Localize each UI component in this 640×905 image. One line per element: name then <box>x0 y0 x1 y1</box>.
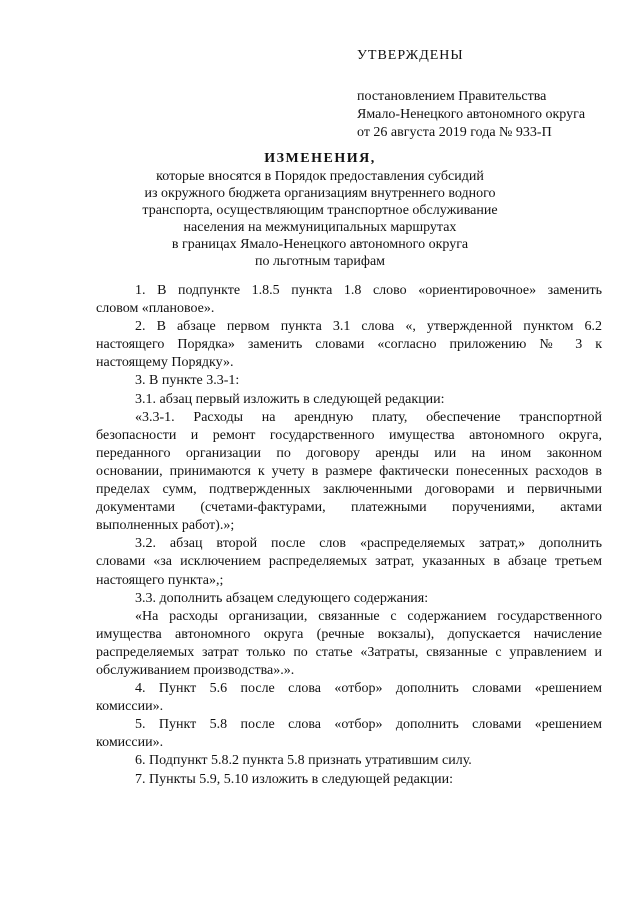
title-line: из окружного бюджета организациям внутреннего водного <box>144 186 496 201</box>
paragraph <box>96 318 602 372</box>
title-line: населения на межмуниципальных маршрутах <box>183 220 457 235</box>
paragraph-line: комиссии». <box>96 735 164 751</box>
approval-line: постановлением Правительства <box>357 89 547 104</box>
paragraph-line: словами «за исключением распределяемых затрат, указанных в абзаце третьем <box>96 554 602 570</box>
approval-line: от 26 августа 2019 года № 933-П <box>357 125 552 140</box>
title-main: ИЗМЕНЕНИЯ, <box>264 151 376 166</box>
paragraph <box>96 771 602 789</box>
paragraph <box>96 752 602 770</box>
paragraph <box>96 590 602 608</box>
paragraph-line: 3. В пункте 3.3-1: <box>135 373 240 389</box>
paragraph <box>96 608 602 680</box>
paragraph-line: документами (счетами-фактурами, платежными поручениями, актами <box>96 500 602 516</box>
paragraph-line: «3.3-1. Расходы на арендную плату, обеспечение транспортной <box>135 409 602 425</box>
document-title <box>0 150 640 270</box>
paragraph <box>96 535 602 589</box>
paragraph-line: 3.3. дополнить абзацем следующего содержания: <box>135 590 429 606</box>
title-line: транспорта, осуществляющим транспортное обслуживание <box>142 203 498 218</box>
paragraph-line: безопасности и ремонт государственного имущества автономного округа, <box>96 427 602 443</box>
paragraph-line: основании, принимаются к учету в размере фактически понесенных расходов в <box>96 463 602 479</box>
paragraph <box>96 409 602 536</box>
paragraph-line: 3.1. абзац первый изложить в следующей редакции: <box>135 391 445 407</box>
paragraph-line: обслуживанием производства».». <box>96 662 295 678</box>
paragraph-line: пределах сумм, подтвержденных заключенными договорами и первичными <box>96 482 602 498</box>
paragraph-line: 7. Пункты 5.9, 5.10 изложить в следующей редакции: <box>135 771 454 787</box>
paragraph <box>96 282 602 318</box>
paragraph-line: комиссии». <box>96 699 164 715</box>
paragraph-line: переданного организации по договору аренды или на ином законном <box>96 445 602 461</box>
paragraph <box>96 680 602 716</box>
paragraph-line: 3.2. абзац второй после слов «распределяемых затрат,» дополнить <box>135 536 602 552</box>
paragraph-line: настоящего пункта»,; <box>96 572 224 588</box>
paragraph <box>96 391 602 409</box>
paragraph-line: 6. Подпункт 5.8.2 пункта 5.8 признать утратившим силу. <box>135 753 472 769</box>
paragraph-line: имущества автономного округа (речные вокзалы), допускается начисление <box>96 626 602 642</box>
paragraph-line: 5. Пункт 5.8 после слова «отбор» дополнить словами «решением <box>135 717 602 733</box>
paragraph-line: «На расходы организации, связанные с содержанием государственного <box>135 608 602 624</box>
paragraph-line: словом «плановое». <box>96 301 215 317</box>
paragraph-line: настоящего Порядка» заменить словами «согласно приложению № 3 к <box>96 337 602 353</box>
paragraph-line: 4. Пункт 5.6 после слова «отбор» дополнить словами «решением <box>135 681 602 697</box>
title-line: в границах Ямало-Ненецкого автономного округа <box>171 237 469 252</box>
paragraph-line: распределяемых затрат только по статье «Затраты, связанные с управлением и <box>96 644 602 660</box>
paragraph <box>96 372 602 390</box>
approval-heading: УТВЕРЖДЕНЫ <box>357 48 464 63</box>
document-body <box>96 282 602 789</box>
title-line: которые вносятся в Порядок предоставления субсидий <box>156 169 484 184</box>
paragraph <box>96 716 602 752</box>
approval-line: Ямало-Ненецкого автономного округа <box>357 107 586 122</box>
paragraph-line: 2. В абзаце первом пункта 3.1 слова «, утвержденной пунктом 6.2 <box>135 319 602 335</box>
approval-block <box>357 47 585 142</box>
title-line: по льготным тарифам <box>254 254 386 269</box>
paragraph-line: 1. В подпункте 1.8.5 пункта 1.8 слово «ориентировочное» заменить <box>135 283 602 298</box>
paragraph-line: настоящему Порядку». <box>96 355 234 371</box>
paragraph-line: выполненных работ).»; <box>96 518 235 534</box>
